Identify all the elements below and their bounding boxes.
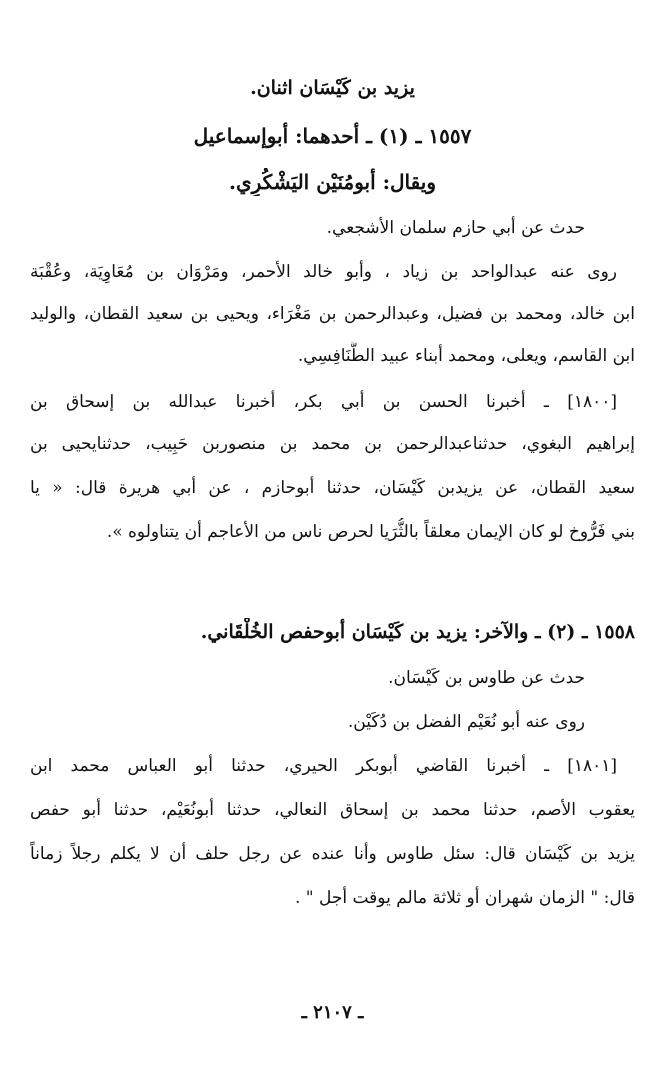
hadith-1800-line: إبراهيم البغوي، حدثناعبدالرحمن بن محمد بن منصوربن حَبِيب، حدثنايحيى بن [30, 434, 635, 454]
entry-1557-narrated-from: حدث عن أبي حازم سلمان الأشجعي. [326, 218, 585, 238]
hadith-1800-line: سعيد القطان، عن يزيدبن كَيْسَان، حدثنا أبوحازم ، عن أبي هريرة قال: « يا [30, 478, 635, 498]
hadith-1801-line: [١٨٠١] ـ أخبرنا القاضي أبوبكر الحيري، حدثنا أبو العباس محمد ابن [30, 756, 617, 776]
hadith-1801-line: يعقوب الأصم، حدثنا محمد بن إسحاق النعالي، حدثنا أبونُعَيْم، حدثنا أبو حفص [30, 800, 635, 820]
hadith-1801-line: يزيد بن كَيْسَان قال: سئل طاوس وأنا عنده عن رجل حلف أن لا يكلم رجلاً زماناً [30, 844, 635, 864]
hadith-1801-line: قال: " الزمان شهران أو ثلاثة مالم يوقت أجل " . [294, 888, 635, 908]
entry-1557-kunya: ويقال: أبومُنَيْن اليَشْكُرِي. [229, 170, 436, 194]
hadith-1800-line: بني فَرُّوخ لو كان الإيمان معلقاً بالثُّرَيا لحرص ناس من الأعاجم أن يتناولوه ». [106, 522, 635, 542]
entry-1557-heading: ١٥٥٧ ـ (١) ـ أحدهما: أبوإسماعيل [193, 124, 472, 148]
entry-1558-narrated-from: حدث عن طاوس بن كَيْسَان. [388, 668, 585, 688]
entry-1557-narrators-line: روى عنه عبدالواحد بن زياد ، وأبو خالد الأحمر، ومَرْوَان بن مُعَاوِيَة، وعُقْبَة [30, 262, 617, 282]
entry-1558-narrator: روى عنه أبو نُعَيْم الفضل بن دُكَيْن. [347, 712, 585, 732]
hadith-1800-line: [١٨٠٠] ـ أخبرنا الحسن بن أبي بكر، أخبرنا عبدالله بن إسحاق بن [30, 392, 617, 412]
page-number: ـ ٢١٠٧ ـ [301, 1002, 364, 1023]
entry-1558-heading: ١٥٥٨ ـ (٢) ـ والآخر: يزيد بن كَيْسَان أبوحفص الخُلْقَاني. [200, 621, 635, 643]
section-title: يزيد بن كَيْسَان اثنان. [250, 77, 415, 99]
entry-1557-narrators-line: ابن خالد، ومحمد بن فضيل، وعبدالرحمن بن مَغْرَاء، ويحيى بن سعيد القطان، والوليد [30, 304, 635, 324]
entry-1557-narrators-line: ابن القاسم، ويعلى، ومحمد أبناء عبيد الطَّنَافِسِي. [297, 346, 635, 366]
